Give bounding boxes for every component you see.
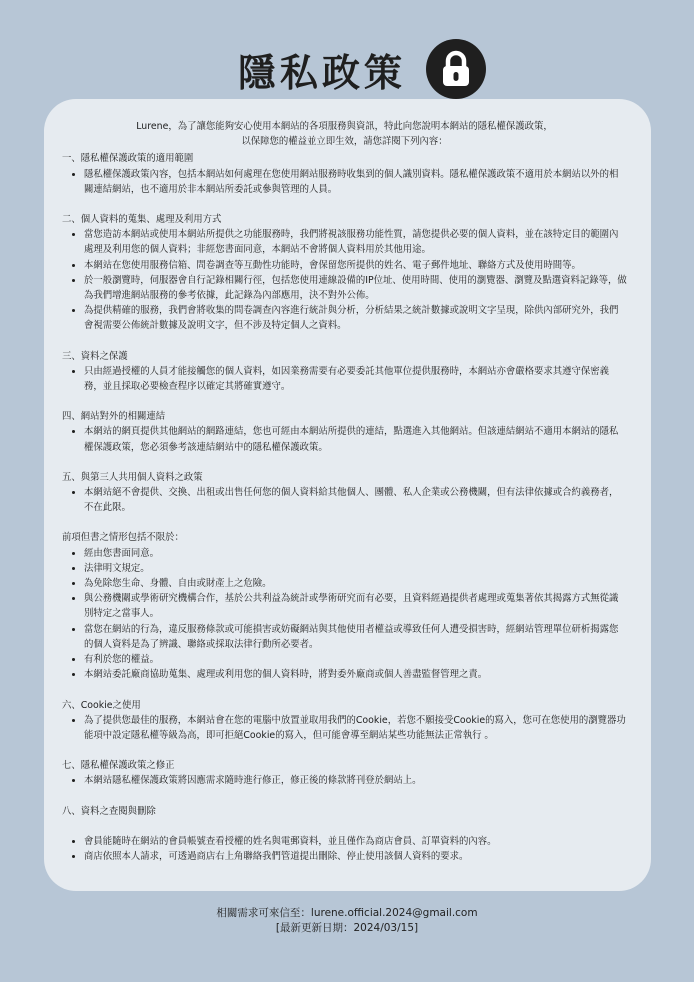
section-collection [62,212,627,334]
contact-email: 相關需求可來信至：lurene.official.2024@gmail.com [216,907,478,919]
bullet-list [62,167,627,197]
list-item: • 只由經過授權的人員才能接觸您的個人資料，如因業務需要有必要委託其他單位提供服務時，本網站亦會嚴格要求其遵守保密義務，並且採取必要檢查程序以確定其將確實遵守。 [84,364,627,394]
section-title: 三、資料之保護 [62,350,128,362]
list-item: • 經由您書面同意。 [84,546,627,561]
list-item: • 為免除您生命、身體、自由或財產上之危險。 [84,576,627,591]
bullet-list [62,834,627,864]
list-item: • 於一般瀏覽時，伺服器會自行記錄相關行徑，包括您使用連線設備的IP位址、使用時間、使用的瀏覽器、瀏覽及點選資料記錄等，做為我們增進網站服務的參考依據，此記錄為內部應用，決不對外公佈。 [84,273,627,303]
section-title: 六、Cookie之使用 [62,699,141,711]
list-item: • 與公務機關或學術研究機構合作，基於公共利益為統計或學術研究而有必要，且資料經過提供者處理或蒐集著依其揭露方式無從識別特定之當事人。 [84,591,627,621]
section-protection [62,349,627,395]
section-title: 五、與第三人共用個人資料之政策 [62,471,203,483]
intro-line: 以保障您的權益並立即生效，請您詳閱下列內容： [241,136,448,148]
intro-text [62,119,627,149]
bullet-list [62,424,627,454]
list-item: • 本網站的網頁提供其他網站的網路連結，您也可經由本網站所提供的連結，點選進入其他網站。但該連結網站不適用本網站的隱私權保護政策，您必須參考該連結網站中的隱私權保護政策。 [84,424,627,454]
page-header [0,36,694,102]
section-title: 一、隱私權保護政策的適用範圍 [62,153,194,165]
section-title: 八、資料之查閱與刪除 [62,805,156,817]
section-access-deletion [62,804,627,865]
page-title: 隱私政策 [237,50,406,95]
bullet-list [62,364,627,394]
list-item: • 為了提供您最佳的服務，本網站會在您的電腦中放置並取用我們的Cookie，若您不願接受Cookie的寫入，您可在您使用的瀏覽器功能項中設定隱私權等級為高，即可拒絕Cookie的寫入，但可能會導至網站某些功能無法正常執行 。 [84,713,627,743]
section-third-party [62,470,627,516]
list-item: • 有利於您的權益。 [84,652,627,667]
list-item: • 本網站委託廠商協助蒐集、處理或利用您的個人資料時，將對委外廠商或個人善盡監督管理之責。 [84,667,627,682]
policy-content-card [44,99,651,891]
bullet-list [62,485,627,515]
bullet-list [62,773,627,788]
list-item: • 商店依照本人請求，可透過商店右上角聯絡我們管道提出刪除、停止使用該個人資料的要求。 [84,849,627,864]
list-item: • 本網站在您使用服務信箱、問卷調查等互動性功能時，會保留您所提供的姓名、電子郵件地址、聯絡方式及使用時間等。 [84,258,627,273]
list-item: • 本網站隱私權保護政策將因應需求隨時進行修正，修正後的條款將刊登於網站上。 [84,773,627,788]
list-item: • 本網站絕不會提供、交換、出租或出售任何您的個人資料給其他個人、團體、私人企業或公務機關，但有法律依據或合約義務者，不在此限。 [84,485,627,515]
bullet-list [62,546,627,683]
bullet-list [62,227,627,333]
bullet-list [62,713,627,743]
intro-line: Lurene，為了讓您能夠安心使用本網站的各項服務與資訊，特此向您說明本網站的隱私權保護政策， [136,121,553,132]
section-scope [62,151,627,197]
last-updated: [最新更新日期：2024/03/15] [275,922,419,934]
section-title: 前項但書之情形包括不限於： [62,532,184,544]
section-title: 四、網站對外的相關連結 [62,411,166,423]
list-item: • 會員能隨時在網站的會員帳號查看授權的姓名與電郵資料，並且僅作為商店會員、訂單資料的內容。 [84,834,627,849]
list-item: • 為提供精確的服務，我們會將收集的問卷調查內容進行統計與分析，分析結果之統計數據或說明文字呈現，除供內部研究外，我們會視需要公佈統計數據及說明文字，但不涉及特定個人之資料。 [84,303,627,333]
list-item: • 法律明文規定。 [84,561,627,576]
page-footer [0,906,694,936]
list-item: • 當您在網站的行為，違反服務條款或可能損害或妨礙網站與其他使用者權益或導致任何人遭受損害時，經網站管理單位研析揭露您的個人資料是為了辨識、聯絡或採取法律行動所必要者。 [84,622,627,652]
section-amendment [62,758,627,788]
lock-icon [426,39,486,99]
list-item: • 當您造訪本網站或使用本網站所提供之功能服務時，我們將視該服務功能性質，請您提供必要的個人資料，並在該特定目的範圍內處理及利用您的個人資料；非經您書面同意，本網站不會將個人資料用於其他用途。 [84,227,627,257]
section-title: 七、隱私權保護政策之修正 [62,760,175,772]
section-title: 二、個人資料的蒐集、處理及利用方式 [62,214,222,226]
section-exceptions [62,530,627,682]
section-external-links [62,409,627,455]
section-cookie [62,698,627,744]
list-item: • 隱私權保護政策內容，包括本網站如何處理在您使用網站服務時收集到的個人識別資料。隱私權保護政策不適用於本網站以外的相關連結網站，也不適用於非本網站所委託或參與管理的人員。 [84,167,627,197]
